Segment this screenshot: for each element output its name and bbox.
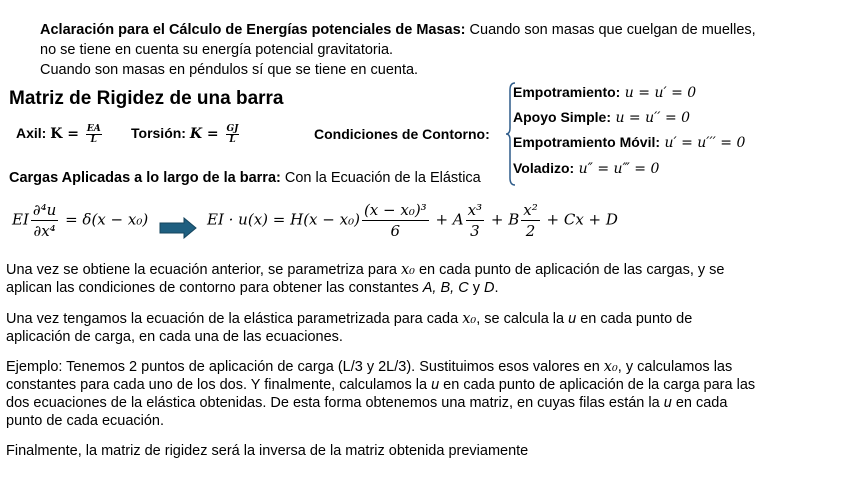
p3-line4: punto de cada ecuación. — [6, 413, 165, 429]
axil-label: Axil: — [16, 125, 51, 142]
paragraph-parametrize — [6, 261, 816, 297]
p2-text-b: , se calcula la — [476, 311, 569, 327]
eq1-num: ∂⁴u — [32, 201, 57, 219]
p1-text-c: aplican las condiciones de contorno para obtener las constantes — [6, 280, 423, 296]
eq2-f2-num: x³ — [467, 201, 483, 219]
contour-item-eq: u′ = u′′′ = 0 — [660, 135, 746, 151]
section-title: Matriz de Rigidez de una barra — [9, 88, 284, 109]
p3-x0: x₀ — [603, 359, 618, 375]
eq1-lhs: EI — [12, 210, 29, 229]
contour-item-eq: u = u′′ = 0 — [611, 110, 691, 126]
contour-item-name: Empotramiento: — [513, 84, 621, 100]
contour-label: Condiciones de Contorno: — [314, 126, 490, 142]
p2-u: u — [568, 311, 577, 327]
p2-text-c: en cada punto de — [576, 311, 693, 327]
contour-item-eq: u = u′ = 0 — [620, 85, 697, 101]
p3-text-e: dos ecuaciones de la elástica obtenidas. De esta forma obtenemos una matriz, en cuyas filas están la — [6, 395, 664, 411]
p1-text-b: en cada punto de aplicación de las cargas, y se — [414, 262, 725, 278]
p1-const-d: D — [484, 280, 495, 296]
p3-u2: u — [663, 395, 672, 411]
eq1-den: ∂x⁴ — [33, 222, 56, 240]
axil-formula — [16, 124, 102, 145]
contour-item — [513, 84, 696, 101]
p2-text-a: Una vez tengamos la ecuación de la elástica parametrizada para cada — [6, 311, 463, 327]
eq2-f3-num: x² — [523, 201, 538, 219]
integrated-equation — [207, 200, 618, 241]
p4-line: Finalmente, la matriz de rigidez será la inversa de la matriz obtenida previamente — [6, 443, 529, 459]
p3-text-f: en cada — [671, 395, 728, 411]
p3-text-c: constantes para cada uno de los dos. Y finalmente, calculamos la — [6, 377, 432, 393]
note-line2: no se tiene en cuenta su energía potencial gravitatoria. — [40, 42, 394, 58]
torsion-lhs: K = — [189, 126, 224, 143]
elastic-equation — [12, 200, 148, 241]
eq2-f1-den: 6 — [390, 222, 401, 240]
torsion-num: GJ — [226, 124, 239, 134]
contour-item-name: Voladizo: — [513, 160, 575, 176]
contour-item — [513, 134, 745, 151]
clarification-note — [40, 20, 830, 80]
contour-item-name: Apoyo Simple: — [513, 109, 612, 125]
note-line3: Cuando son masas en péndulos sí que se tiene en cuenta. — [40, 62, 419, 78]
eq2-t3: + B — [486, 210, 520, 229]
loads-rest: Con la Ecuación de la Elástica — [280, 170, 481, 186]
contour-item-name: Empotramiento Móvil: — [513, 134, 661, 150]
torsion-formula — [131, 124, 239, 145]
loads-bold: Cargas Aplicadas a lo largo de la barra: — [9, 170, 281, 186]
note-bold: Aclaración para el Cálculo de Energías potenciales de Masas: — [40, 22, 466, 38]
p3-u1: u — [431, 377, 440, 393]
eq2-f2-den: 3 — [470, 222, 480, 240]
torsion-label: Torsión: — [131, 125, 190, 142]
p2-line2: aplicación de carga, en cada una de las ecuaciones. — [6, 329, 343, 345]
paragraph-conclusion — [6, 442, 816, 460]
p1-text-e: . — [494, 280, 499, 296]
eq1-rhs: = δ(x − x₀) — [60, 210, 149, 229]
eq2-f1-num: (x − x₀)³ — [363, 201, 427, 219]
eq2-f3-den: 2 — [525, 222, 536, 240]
paragraph-compute-u — [6, 310, 816, 346]
torsion-den: L — [229, 135, 236, 145]
p3-text-a: Ejemplo: Tenemos 2 puntos de aplicación de carga (L/3 y 2L/3). Sustituimos esos valores en — [6, 359, 604, 375]
note-line1: Cuando son masas que cuelgan de muelles, — [465, 22, 756, 38]
loads-line — [9, 170, 481, 186]
p3-text-d: en cada punto de aplicación de la carga para las — [439, 377, 756, 393]
p1-text-d: y — [468, 280, 484, 296]
eq2-t4: + Cx + D — [541, 210, 618, 229]
p1-text-a: Una vez se obtiene la ecuación anterior, se parametriza para — [6, 262, 401, 278]
axil-num: EA — [86, 124, 101, 134]
contour-item — [513, 109, 690, 126]
contour-item-eq: u″ = u‴ = 0 — [574, 161, 660, 177]
axil-lhs: K = — [50, 126, 84, 143]
eq2-t2: + A — [430, 210, 464, 229]
p1-x0: x₀ — [400, 262, 415, 278]
p1-consts: A, B, C — [422, 280, 469, 296]
contour-item — [513, 160, 659, 177]
axil-den: L — [90, 135, 97, 145]
eq2-lhs: EI · u(x) = H(x − x₀) — [207, 210, 360, 229]
paragraph-example — [6, 358, 816, 430]
p2-x0: x₀ — [462, 311, 477, 327]
p3-text-b: , y calculamos las — [617, 359, 733, 375]
right-arrow-icon — [159, 217, 197, 239]
